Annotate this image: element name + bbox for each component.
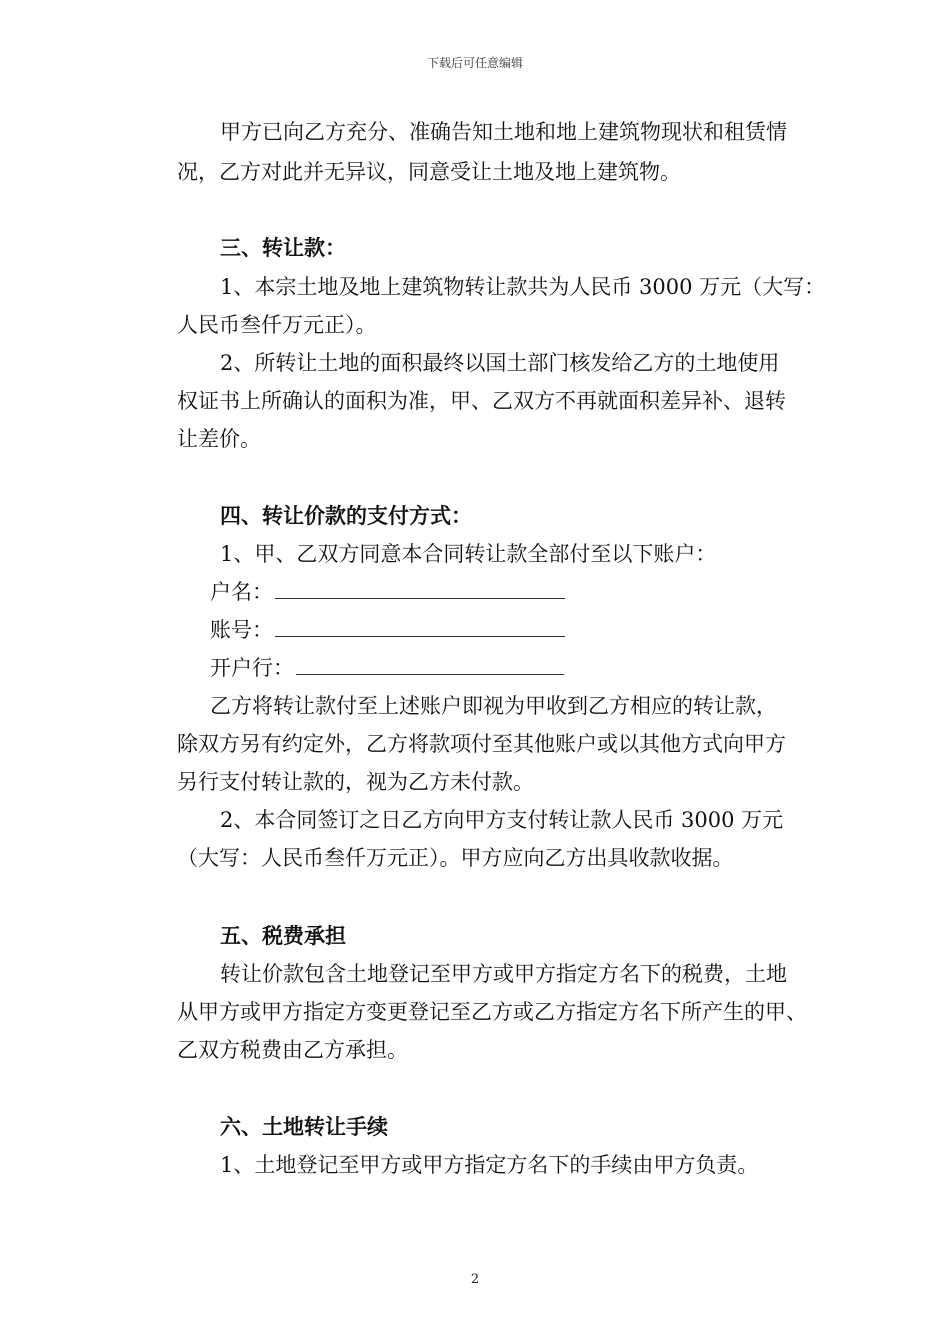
paragraph-line: 从甲方或甲方指定方变更登记至乙方或乙方指定方名下所产生的甲、 — [177, 1000, 807, 1024]
paragraph-line: 人民币叁仟万元正）。 — [177, 313, 377, 337]
section-heading-5: 五、税费承担 — [220, 923, 346, 948]
section-heading-4: 四、转让价款的支付方式： — [220, 503, 472, 528]
bank-blank — [296, 656, 564, 675]
account-name-blank — [275, 580, 565, 599]
page-number: 2 — [470, 1272, 480, 1287]
account-number-row — [210, 616, 565, 644]
account-number-blank — [275, 618, 565, 637]
bank-label: 开户行： — [210, 656, 294, 680]
bank-row — [210, 654, 564, 682]
paragraph-line: 权证书上所确认的面积为准，甲、乙双方不再就面积差异补、退转 — [177, 389, 786, 413]
paragraph-line: 甲方已向乙方充分、准确告知土地和地上建筑物现状和租赁情 — [220, 120, 787, 144]
paragraph-line: 另行支付转让款的，视为乙方未付款。 — [177, 770, 534, 794]
paragraph-line: 2、所转让土地的面积最终以国土部门核发给乙方的土地使用 — [220, 351, 780, 375]
page-header: 下载后可任意编辑 — [426, 56, 523, 70]
section-heading-6: 六、土地转让手续 — [220, 1114, 388, 1139]
paragraph-line: 转让价款包含土地登记至甲方或甲方指定方名下的税费，土地 — [220, 962, 787, 986]
paragraph-line: 除双方另有约定外，乙方将款项付至其他账户或以其他方式向甲方 — [177, 732, 786, 756]
paragraph-line: 况，乙方对此并无异议，同意受让土地及地上建筑物。 — [177, 160, 681, 184]
account-name-row — [210, 578, 565, 606]
paragraph-line: 1、本宗土地及地上建筑物转让款共为人民币 3000 万元（大写： — [220, 275, 826, 299]
paragraph-line: 1、甲、乙双方同意本合同转让款全部付至以下账户： — [220, 542, 717, 566]
account-name-label: 户名： — [210, 580, 273, 604]
paragraph-line: 1、土地登记至甲方或甲方指定方名下的手续由甲方负责。 — [220, 1153, 759, 1177]
paragraph-line: 2、本合同签订之日乙方向甲方支付转让款人民币 3000 万元 — [220, 808, 784, 832]
section-heading-3: 三、转让款： — [220, 235, 346, 260]
paragraph-line: 乙双方税费由乙方承担。 — [177, 1038, 408, 1062]
paragraph-line: （大写：人民币叁仟万元正）。甲方应向乙方出具收款收据。 — [177, 846, 734, 870]
paragraph-line: 让差价。 — [177, 427, 261, 451]
account-number-label: 账号： — [210, 618, 273, 642]
paragraph-line: 乙方将转让款付至上述账户即视为甲收到乙方相应的转让款， — [210, 694, 777, 718]
